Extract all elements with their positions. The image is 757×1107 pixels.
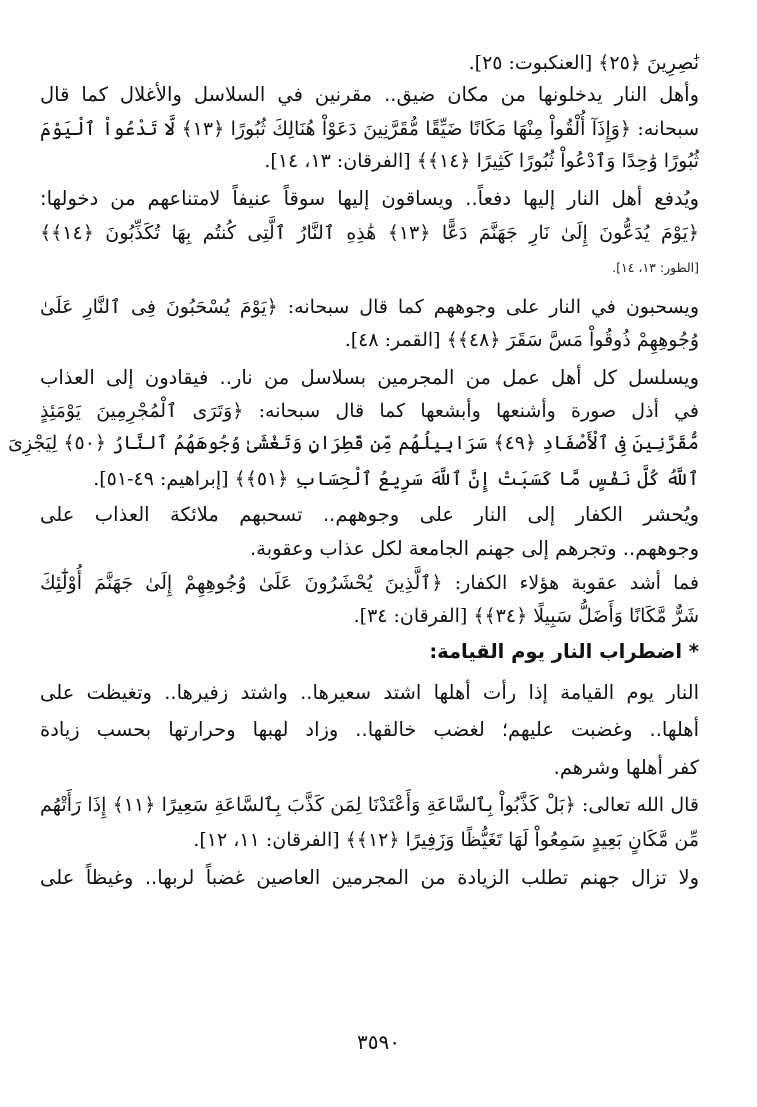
text-line: ويُحشر الكفار إلى النار على وجوههم.. تسحبهم ملائكة العذاب على <box>40 503 699 526</box>
text-line: وُجُوهِهِمْ ذُوقُواْ مَسَّ سَقَرَ ﴿٤٨﴾﴾ [القمر: ٤٨]. <box>344 329 699 351</box>
text-line: مُّقَرَّنِينَ فِى ٱلْأَصْفَادِ ﴿٤٩﴾ سَرَابِيلُهُم مِّن قَطِرَانٍ وَتَغْشَىٰ وُجُوهَهُمُ ٱلنَّارُ ﴿٥٠﴾ لِيَجْزِىَ <box>8 432 699 454</box>
text-line: ٱللَّهُ كُلَّ نَفْسٍ مَّا كَسَبَتْ إِنَّ ٱللَّهَ سَرِيعُ ٱلْحِسَابِ ﴿٥١﴾﴾ [إبراهيم: ٤٩-٥١]. <box>93 468 699 490</box>
text-line: قال الله تعالى: ﴿بَلْ كَذَّبُواْ بِٱلسَّاعَةِ وَأَعْتَدْنَا لِمَن كَذَّبَ بِٱلسَّاعَةِ سَعِيرًا ﴿١١﴾ إِذَا رَأَتْهُم <box>40 794 699 816</box>
text-line: نَٰصِرِينَ ﴿٢٥﴾ [العنكبوت: ٢٥]. <box>468 52 699 74</box>
text-line: كفر أهلها وشرهم. <box>553 756 699 779</box>
text-line: مِّن مَّكَانٍ بَعِيدٍ سَمِعُواْ لَهَا تَغَيُّظًا وَزَفِيرًا ﴿١٢﴾﴾ [الفرقان: ١١، ١٢]. <box>193 829 699 851</box>
text-line: ولا تزال جهنم تطلب الزيادة من المجرمين العاصين غضباً لربها.. وغيظاً على <box>40 866 699 889</box>
text-line: ﴿يَوْمَ يُدَعُّونَ إِلَىٰ نَارِ جَهَنَّمَ دَعًّا ﴿١٣﴾ هَٰذِهِ ٱلنَّارُ ٱلَّتِى كُنتُم بِهَا تُكَذِّبُونَ ﴿١٤﴾﴾ <box>40 222 699 244</box>
text-line: [الطور: ١٣، ١٤]. <box>612 260 699 275</box>
page-number: ٣٥٩٠ <box>357 1030 400 1054</box>
text-line: ويسلسل كل أهل عمل من المجرمين بسلاسل من نار.. فيقادون إلى العذاب <box>40 366 699 389</box>
text-line: فما أشد عقوبة هؤلاء الكفار: ﴿ٱلَّذِينَ يُحْشَرُونَ عَلَىٰ وُجُوهِهِمْ إِلَىٰ جَهَنَّمَ أُوْلَٰٓئِكَ <box>40 572 699 594</box>
text-line: ويسحبون في النار على وجوههم كما قال سبحانه: ﴿يَوْمَ يُسْحَبُونَ فِى ٱلنَّارِ عَلَىٰ <box>40 296 699 318</box>
section-heading: * اضطراب النار يوم القيامة: <box>429 640 699 663</box>
text-line: ثُبُورًا وَٰحِدًا وَٱدْعُواْ ثُبُورًا كَثِيرًا ﴿١٤﴾﴾ [الفرقان: ١٣، ١٤]. <box>264 150 699 172</box>
text-line: ويُدفع أهل النار إليها دفعاً.. ويساقون إليها سوقاً عنيفاً لامتناعهم من دخولها: <box>40 187 699 210</box>
text-line: وأهل النار يدخلونها من مكان ضيق.. مقرنين في السلاسل والأغلال كما قال <box>40 83 699 106</box>
text-line: شَرٌّ مَّكَانًا وَأَضَلُّ سَبِيلًا ﴿٣٤﴾﴾ [الفرقان: ٣٤]. <box>353 605 699 627</box>
text-line: في أذل صورة وأشنعها وأبشعها كما قال سبحانه: ﴿وَتَرَى ٱلْمُجْرِمِينَ يَوْمَئِذٍ <box>40 400 699 422</box>
text-line: النار يوم القيامة إذا رأت أهلها اشتد سعيرها.. واشتد زفيرها.. وتغيظت على <box>40 681 699 704</box>
text-line: وجوههم.. وتجرهم إلى جهنم الجامعة لكل عذاب وعقوبة. <box>250 537 699 560</box>
text-line: أهلها.. وغضبت عليهم؛ لغضب خالقها.. وزاد لهبها وحرارتها بحسب زيادة <box>40 718 699 741</box>
text-line: سبحانه: ﴿وَإِذَآ أُلْقُواْ مِنْهَا مَكَانًا ضَيِّقًا مُّقَرَّنِينَ دَعَوْاْ هُنَالِكَ ثُبُورًا ﴿١٣﴾ لَّا تَدْعُواْ ٱلْيَوْمَ <box>40 118 699 140</box>
